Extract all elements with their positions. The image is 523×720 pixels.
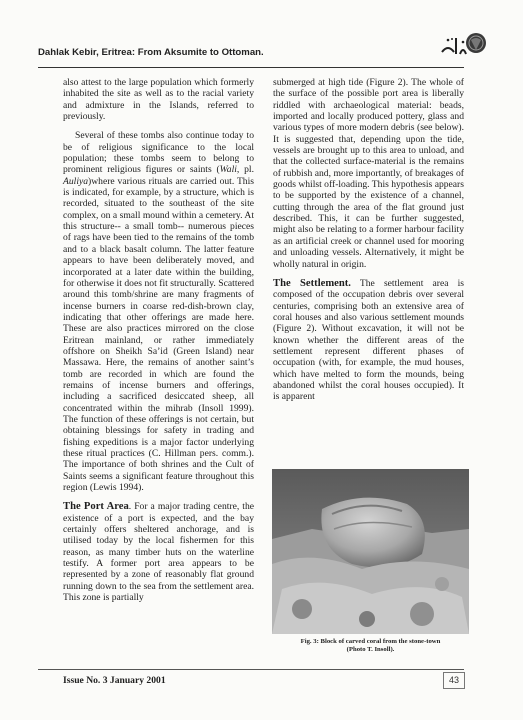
running-header: [38, 34, 486, 66]
paragraph-settlement: [273, 278, 464, 403]
figure-caption: [272, 638, 469, 654]
paragraph-port-continued: submerged at high tide (Figure 2). The whole of the surface of the possible port area is liberally riddled with archaeological material: beads, imported and locally produced pottery, glass and various types of more modern debris (see below). It is suggested that, depending upon the tide, vessels are brought up to this area to unload, and that the collected surface-material is the remains of rubbish and, more importantly, of breakages of goods whilst off-loading. This hypothesis appears to be supported by the existence of a channel, cutting through the area of the flat ground just described. This, it can be further suggested, might also be relating to a former harbour facility as an artificial creek or channel used for mooring and unloading vessels. Alternatively, it might be wholly natural in origin.: [273, 77, 464, 270]
paragraph-port-area: [63, 501, 254, 603]
tombs-text-a: Several of these tombs also continue today to be of religious significance to the local population; these tombs seem to belong to prominent religious figures or saints (: [63, 130, 254, 176]
paragraph-population: also attest to the large population which formerly inhabited the site as well as to the racial variety and admixture in the Islands, referred to previously.: [63, 77, 254, 123]
figure-caption-line-2: (Photo T. Insoll).: [346, 646, 395, 653]
right-column: [273, 77, 464, 411]
footer-issue: Issue No. 3 January 2001: [63, 675, 166, 686]
section-heading-port-area: The Port Area: [63, 501, 129, 513]
journal-logo: [438, 30, 486, 64]
tombs-text-b: , pl.: [236, 164, 254, 176]
left-column: [63, 77, 254, 611]
page-number: 43: [443, 672, 465, 689]
term-auliya: Auliya: [63, 175, 89, 187]
paragraph-tombs: [63, 130, 254, 493]
figure-photo: [272, 469, 469, 634]
running-header-title: Dahlak Kebir, Eritrea: From Aksumite to Ottoman.: [38, 47, 264, 58]
footer-divider: [38, 669, 464, 670]
term-wali: Wali: [219, 164, 237, 176]
figure-caption-line-1: Fig. 3: Block of carved coral from the stone-town: [300, 638, 441, 645]
tombs-text-c: )where various rituals are carried out. This is indicated, for example, by a structure, which is recorded, situated to the southeast of the site complex, on a small mound within a cemetery. At this structure-- a small tomb-- numerous pieces of rags have been tied to the remains of the tomb and to a black basalt column. The latter feature appears to have been deliberately moved, and incorporated at a later date within the building, for otherwise it does not fit structurally. Scattered around this tomb/shrine are many fragments of incense burners in coarse red-dish-brown clay, indicating that other offerings are made here. These are also practices mirrored on the close Eritrean mainland, or rather immediately offshore on Sheikh Sa’id (Green Island) near Massawa. Here, the remains of another saint’s tomb are recorded in which are found the remains of incense burners and offerings, including a sacrificed desiccated sheep, all concentrated within the mihrab (Insoll 1999). The function of these offerings is not certain, but obtaining blessings for safety in trading and fishing expeditions is a major factor underlying these ritual practices (C. Hillman pers. comm.). The importance of both shrines and the Cult of Saints seems a significant feature throughout this region (Lewis 1994).: [63, 175, 254, 494]
journal-logo-icon: [438, 30, 486, 64]
port-area-text: . For a major trading centre, the existence of a port is expected, and the bay certainly offers sheltered anchorage, and is utilised today by the local fishermen for this reason, as many timber huts on the waterline testify. A former port area appears to be represented by a zone of reasonably flat ground running down to the sea from the settlement area. This zone is partially: [63, 501, 254, 604]
coral-block-photo: [272, 469, 469, 634]
section-heading-settlement: The Settlement.: [273, 277, 351, 289]
header-divider: [38, 67, 464, 68]
settlement-text: The settlement area is composed of the occupation debris over several centuries, comprising both an extensive area of coral houses and also various settlement mounds (Figure 2). Without excavation, it will not be known whether the different areas of the settlement represent different phases of occupation (with, for example, the mud houses, which have melted to form the mounds, being abandoned whilst the coral houses occupied). It is apparent: [273, 277, 464, 403]
